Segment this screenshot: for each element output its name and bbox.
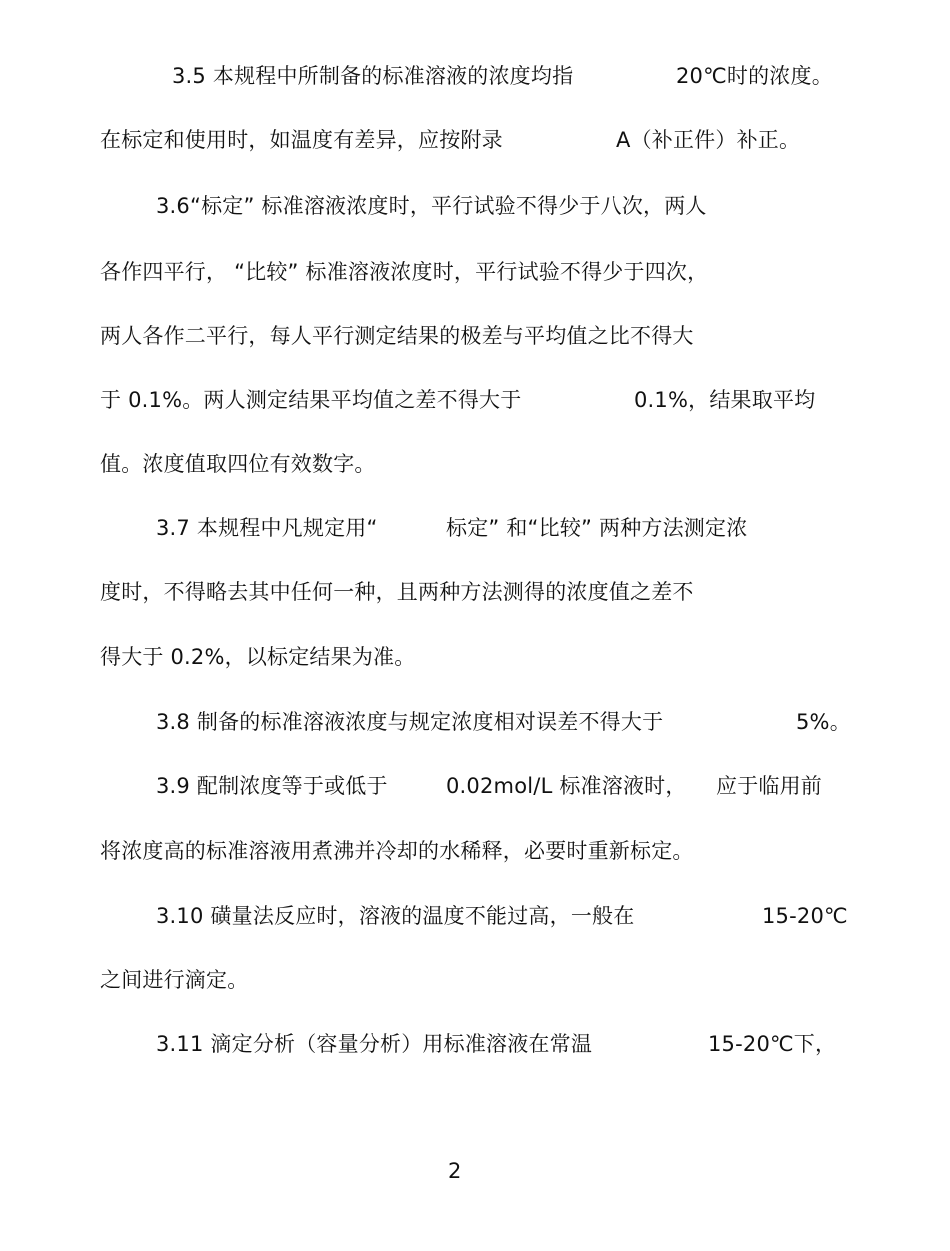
para-3-8-text-b: 5%。 — [796, 710, 851, 734]
para-3-6-text-1: 3.6“标定” 标准溶液浓度时，平行试验不得少于八次，两人 — [156, 194, 707, 218]
para-3-5-text-d: A（补正件）补正。 — [616, 128, 801, 152]
para-3-7-text-1a: 3.7 本规程中凡规定用“ — [156, 516, 378, 540]
para-3-9-text-c: 应于临用前 — [716, 774, 822, 798]
para-3-7-text-3: 得大于 0.2%，以标定结果为准。 — [100, 645, 416, 669]
para-3-9-text-b: 0.02mol/L 标准溶液时， — [446, 774, 687, 798]
para-3-6-text-2: 各作四平行， “比较” 标准溶液浓度时，平行试验不得少于四次， — [100, 260, 709, 284]
para-3-7-text-2: 度时，不得略去其中任何一种，且两种方法测得的浓度值之差不 — [100, 580, 694, 604]
para-3-6-text-4a: 于 0.1%。两人测定结果平均值之差不得大于 — [100, 388, 522, 412]
para-3-9-text-2: 将浓度高的标准溶液用煮沸并冷却的水稀释，必要时重新标定。 — [100, 839, 694, 863]
para-3-11-text-b: 15-20℃下， — [708, 1032, 837, 1056]
para-3-9-text-a: 3.9 配制浓度等于或低于 — [156, 774, 388, 798]
para-3-6-text-4b: 0.1%，结果取平均 — [634, 388, 816, 412]
para-3-5-text-b: 20℃时的浓度。 — [676, 64, 833, 88]
para-3-10-text-b: 15-20℃ — [762, 904, 848, 928]
para-3-5-text-c: 在标定和使用时，如温度有差异，应按附录 — [100, 128, 503, 152]
para-3-5-text-a: 3.5 本规程中所制备的标准溶液的浓度均指 — [172, 64, 574, 88]
para-3-6-text-3: 两人各作二平行，每人平行测定结果的极差与平均值之比不得大 — [100, 324, 694, 348]
page-number: 2 — [448, 1159, 462, 1183]
para-3-10-text-a: 3.10 磺量法反应时，溶液的温度不能过高，一般在 — [156, 904, 635, 928]
para-3-8-text-a: 3.8 制备的标准溶液浓度与规定浓度相对误差不得大于 — [156, 710, 664, 734]
para-3-6-text-5: 值。浓度值取四位有效数字。 — [100, 452, 376, 476]
para-3-11-text-a: 3.11 滴定分析（容量分析）用标准溶液在常温 — [156, 1032, 593, 1056]
para-3-10-text-2: 之间进行滴定。 — [100, 968, 249, 992]
para-3-7-text-1b: 标定” 和“比较” 两种方法测定浓 — [446, 516, 748, 540]
